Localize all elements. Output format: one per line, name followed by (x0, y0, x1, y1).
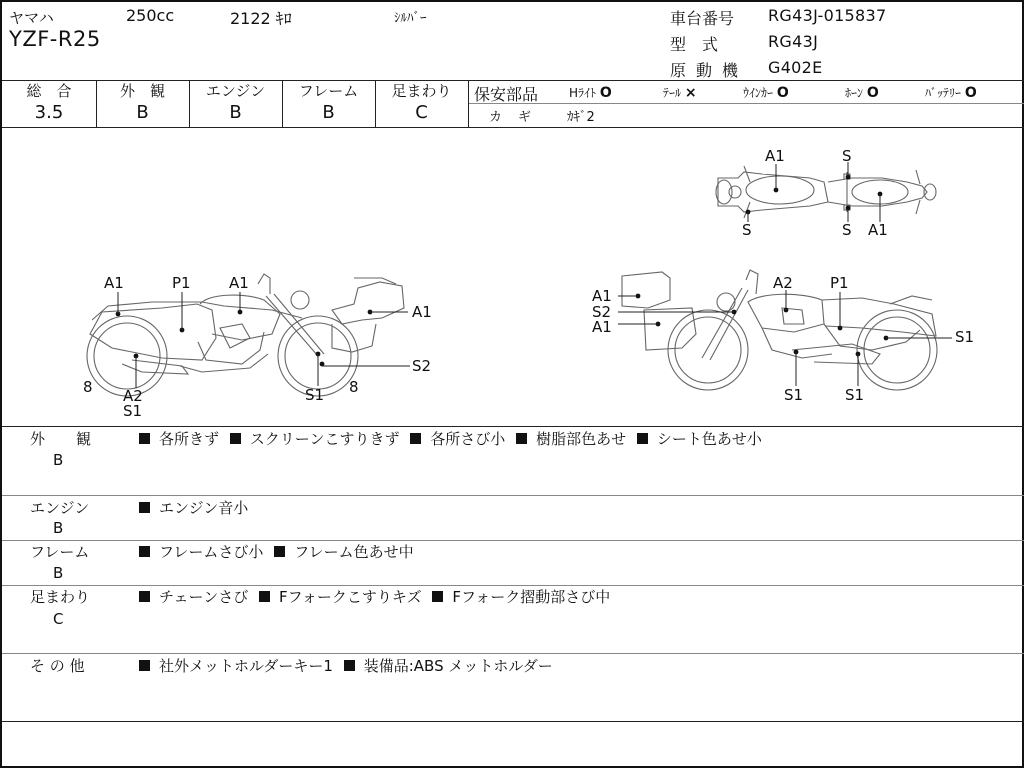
keys-value: ｶｷﾞ2 (567, 110, 595, 125)
remark-grade: B (53, 519, 64, 537)
safety-item-horn (845, 84, 879, 101)
bullet-square-icon (637, 433, 648, 444)
safety-item-battery (925, 84, 977, 101)
frame-no: RG43J-015837 (768, 6, 887, 25)
safety-item-label: ﾃｰﾙ (663, 86, 682, 100)
remark-grade: B (53, 564, 64, 582)
damage-code-label: S1 (123, 402, 143, 420)
grade-value: B (136, 102, 149, 123)
remark-category: そ の 他 (30, 657, 85, 675)
remark-item: 樹脂部色あせ (536, 430, 627, 448)
safety-item-label: ﾊﾞｯﾃﾘｰ (925, 86, 962, 100)
bullet-square-icon (139, 502, 150, 513)
damage-diagram (2, 128, 1024, 426)
damage-code-label: 8 (349, 378, 359, 396)
remark-item: シート色あせ小 (656, 430, 762, 448)
grade-label: エンジン (205, 82, 266, 100)
bullet-square-icon (139, 591, 150, 602)
damage-code-label: 8 (83, 378, 93, 396)
bullet-square-icon (230, 433, 241, 444)
damage-code-label: S (742, 221, 752, 239)
safety-mark: O (599, 85, 612, 101)
remark-category: 外 観 (30, 430, 100, 448)
damage-code-label: A2 (773, 274, 793, 292)
damage-code-label: S1 (955, 328, 975, 346)
remark-item: チェーンさび (159, 588, 249, 606)
grade-value: 3.5 (34, 102, 64, 123)
grade-value: B (322, 102, 335, 123)
mileage: 2122 ｷﾛ (230, 9, 292, 28)
engine-value: G402E (768, 58, 823, 77)
type-value: RG43J (768, 32, 819, 51)
left-view-leaders (118, 292, 410, 388)
bullet-square-icon (344, 660, 355, 671)
safety-item-label: ﾎｰﾝ (845, 86, 864, 100)
top-view-points (746, 175, 883, 215)
damage-code-label: S2 (412, 357, 432, 375)
remark-item: フレームさび小 (159, 543, 264, 561)
grade-frame (282, 82, 375, 128)
safety-mark: O (866, 85, 879, 101)
grade-label: 足まわり (391, 82, 452, 100)
safety-parts-title: 保安部品 (474, 85, 539, 104)
displacement: 250cc (126, 6, 175, 25)
damage-code-label: S (842, 147, 852, 165)
bullet-square-icon (274, 546, 285, 557)
bullet-square-icon (410, 433, 421, 444)
bullet-square-icon (139, 433, 150, 444)
keys-label: カギ (489, 110, 548, 125)
safety-mark: × (684, 85, 697, 101)
damage-code-label: A1 (592, 287, 612, 305)
remark-category: 足まわり (30, 588, 91, 606)
damage-code-label: S2 (592, 303, 612, 321)
remark-items (138, 542, 414, 562)
damage-code-label: S1 (845, 386, 865, 404)
divider (2, 426, 1024, 427)
divider (2, 495, 1024, 496)
remark-items (138, 587, 610, 607)
type-label: 型 式 (670, 35, 719, 54)
remark-grade: B (53, 451, 64, 469)
grade-label: フレーム (298, 82, 359, 100)
right-view-leaders (618, 290, 952, 386)
grade-label: 外 観 (119, 82, 165, 100)
safety-item-label: Hﾗｲﾄ (569, 86, 597, 100)
damage-code-label: A1 (104, 274, 124, 292)
motorcycle-diagram-icon (2, 128, 1024, 426)
damage-code-label: P1 (172, 274, 191, 292)
damage-code-label: S1 (784, 386, 804, 404)
safety-mark: O (964, 85, 977, 101)
remark-items (138, 656, 553, 676)
safety-item-headlight (569, 84, 612, 101)
safety-item-winker (743, 84, 789, 101)
bullet-square-icon (139, 660, 150, 671)
damage-code-label: A1 (412, 303, 432, 321)
divider (468, 103, 1024, 104)
remark-grade: C (53, 610, 64, 628)
divider (2, 653, 1024, 654)
remark-item: フレーム色あせ中 (294, 543, 414, 561)
grade-value: B (229, 102, 242, 123)
remark-items (138, 429, 762, 449)
divider (2, 540, 1024, 541)
grade-overall (2, 82, 96, 128)
frame-no-label: 車台番号 (670, 9, 735, 28)
remark-item: 装備品:ABS メットホルダー (363, 657, 553, 675)
damage-code-label: A1 (765, 147, 785, 165)
bullet-square-icon (259, 591, 270, 602)
safety-item-tail (663, 84, 697, 101)
engine-label: 原動機 (670, 61, 749, 80)
damage-code-label: A1 (229, 274, 249, 292)
grade-label: 総 合 (26, 82, 72, 100)
grade-engine (189, 82, 282, 128)
damage-code-label: P1 (830, 274, 849, 292)
damage-code-label: A2 (123, 387, 143, 405)
remark-item: 各所さび小 (430, 430, 506, 448)
grade-suspension (375, 82, 468, 128)
remark-category: エンジン (30, 499, 90, 517)
remark-item: エンジン音小 (159, 499, 249, 517)
grade-value: C (415, 102, 428, 123)
remark-category: フレーム (30, 543, 90, 561)
maker: ヤマハ (9, 9, 54, 27)
remark-item: Fフォーク摺動部さび中 (452, 588, 611, 606)
grade-exterior (96, 82, 189, 128)
model-name: YZF-R25 (9, 27, 101, 51)
remark-item: 社外メットホルダーキー1 (159, 657, 333, 675)
divider (2, 80, 1024, 81)
divider (2, 585, 1024, 586)
safety-item-label: ｳｲﾝｶｰ (743, 86, 774, 100)
damage-code-label: A1 (868, 221, 888, 239)
body-color: ｼﾙﾊﾞｰ (394, 11, 427, 26)
damage-code-label: S (842, 221, 852, 239)
divider (468, 80, 469, 127)
remark-item: 各所きず (159, 430, 220, 448)
divider (2, 721, 1024, 722)
bullet-square-icon (516, 433, 527, 444)
damage-code-label: A1 (592, 318, 612, 336)
remark-item: スクリーンこすりきず (249, 430, 400, 448)
remark-items (138, 498, 248, 518)
safety-mark: O (776, 85, 789, 101)
damage-code-label: S1 (305, 386, 325, 404)
bullet-square-icon (139, 546, 150, 557)
remark-item: Fフォークこすりキズ (279, 588, 422, 606)
bullet-square-icon (432, 591, 443, 602)
